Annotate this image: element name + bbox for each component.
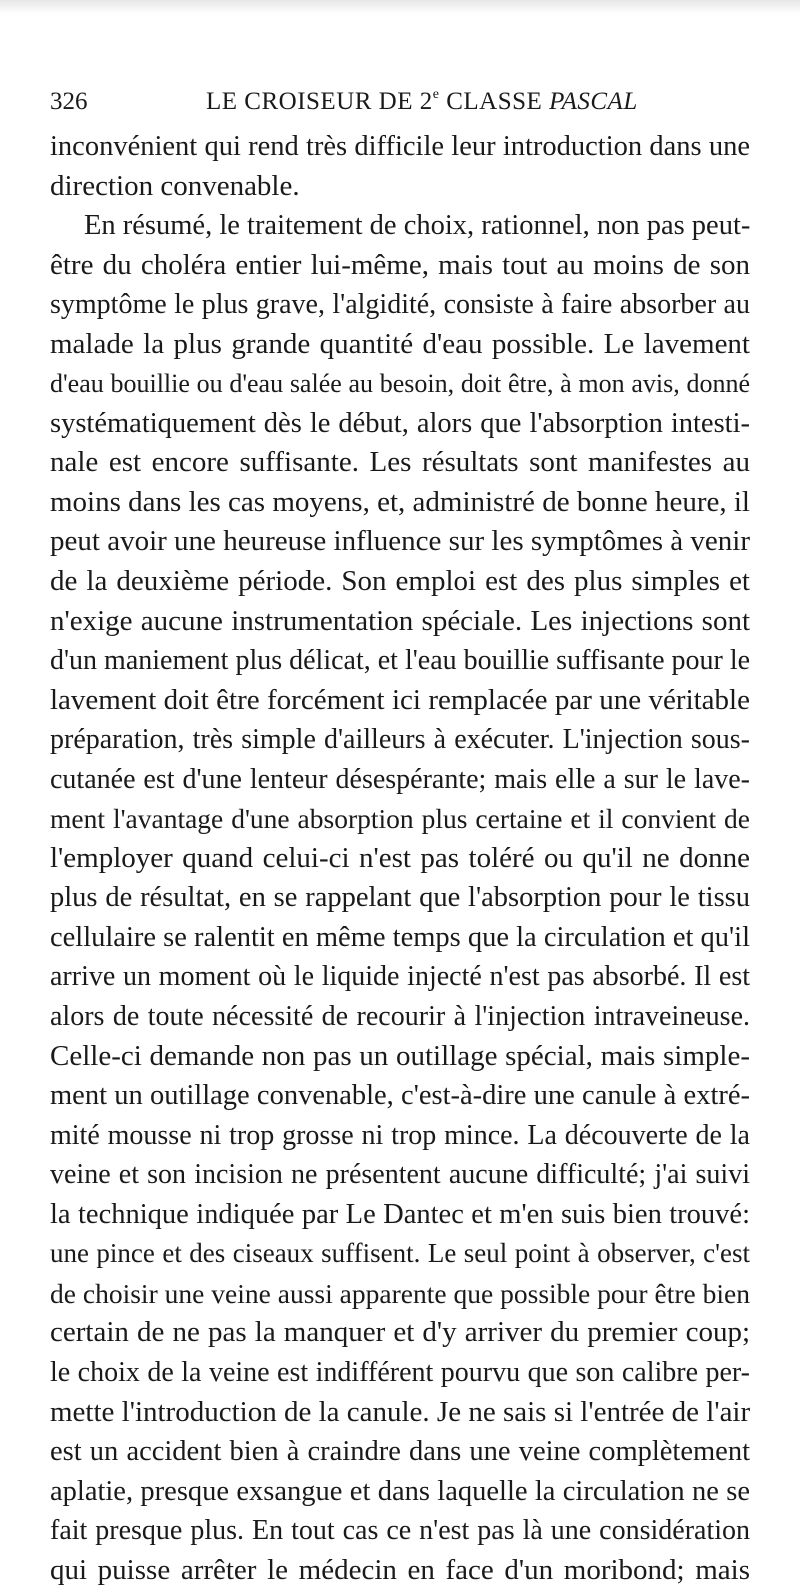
text-line: arrive un moment où le liquide injecté n'est pas absorbé. Il est: [50, 961, 750, 993]
text-line: malade la plus grande quantité d'eau possible. Le lavement: [50, 327, 750, 360]
text-line: ment l'avantage d'une absorption plus certaine et il convient de: [50, 803, 750, 835]
running-title-text: LE CROISEUR DE 2: [206, 88, 433, 115]
text-line: nale est encore suffisante. Les résultats sont manifestes au: [50, 446, 750, 479]
running-header: [50, 84, 750, 120]
text-line: mette l'introduction de la canule. Je ne sais si l'entrée de l'air: [50, 1395, 751, 1428]
text-line: direction convenable.: [50, 169, 300, 202]
text-line: le choix de la veine est indifférent pourvu que son calibre per-: [50, 1356, 750, 1388]
text-line: cellulaire se ralentit en même temps que la circulation et qu'il: [50, 921, 750, 953]
text-line: peut avoir une heureuse influence sur les symptômes à venir: [50, 525, 750, 558]
text-line: inconvénient qui rend très difficile leur introduction dans une: [50, 131, 750, 162]
text-line: préparation, très simple d'ailleurs à exécuter. L'injection sous-: [50, 724, 750, 756]
running-title: [206, 84, 638, 120]
text-line: de la deuxième période. Son emploi est des plus simples et: [50, 565, 750, 598]
running-title-ship-name: PASCAL: [549, 88, 638, 115]
running-title-superscript: e: [432, 87, 440, 102]
running-title-class: CLASSE: [439, 88, 550, 115]
text-line: aplatie, presque exsangue et dans laquelle la circulation ne se: [50, 1475, 750, 1507]
text-line: une pince et des ciseaux suffisent. Le seul point à observer, c'est: [50, 1238, 750, 1269]
text-line: fait presque plus. En tout cas ce n'est pas là une considération: [50, 1515, 750, 1547]
text-line: lavement doit être forcément ici remplacée par une véritable: [50, 683, 750, 716]
text-line: est un accident bien à craindre dans une veine complètement: [50, 1436, 750, 1468]
text-line: de choisir une veine aussi apparente que possible pour être bien: [50, 1277, 750, 1309]
text-line: cutanée est d'une lenteur désespérante; mais elle a sur le lave-: [50, 763, 750, 795]
text-line: mité mousse ni trop grosse ni trop mince. La découverte de la: [50, 1119, 750, 1151]
text-line: ment un outillage convenable, c'est-à-dire une canule à extré-: [50, 1080, 750, 1112]
text-line: certain de ne pas la manquer et d'y arriver du premier coup;: [50, 1316, 750, 1349]
text-line: En résumé, le traitement de choix, rationnel, non pas peut-: [84, 210, 751, 242]
text-line: veine et son incision ne présentent aucune difficulté; j'ai suivi: [50, 1159, 750, 1191]
text-line: qui puisse arrêter le médecin en face d'un moribond; mais: [50, 1553, 750, 1586]
page-number: 326: [50, 88, 88, 115]
body-text: [50, 127, 750, 1590]
text-line: d'eau bouillie ou d'eau salée au besoin, doit être, à mon avis, donné: [50, 369, 750, 399]
text-line: être du choléra entier lui-même, mais tout au moins de son: [50, 248, 750, 281]
text-line: symptôme le plus grave, l'algidité, consiste à faire absorber au: [50, 289, 750, 321]
text-line: systématiquement dès le début, alors que l'absorption intesti-: [50, 407, 750, 439]
text-line: alors de toute nécessité de recourir à l'injection intraveineuse.: [50, 1001, 750, 1033]
text-line: Celle-ci demande non pas un outillage spécial, mais simple-: [50, 1039, 750, 1072]
text-line: n'exige aucune instrumentation spéciale. Les injections sont: [50, 604, 750, 637]
text-line: d'un maniement plus délicat, et l'eau bouillie suffisante pour le: [50, 645, 751, 677]
text-line: l'employer quand celui-ci n'est pas toléré ou qu'il ne donne: [50, 841, 750, 874]
text-line: la technique indiquée par Le Dantec et m'en suis bien trouvé:: [50, 1198, 750, 1230]
text-line: plus de résultat, en se rappelant que l'absorption pour le tissu: [50, 882, 750, 914]
text-line: moins dans les cas moyens, et, administré de bonne heure, il: [50, 485, 750, 518]
page-top-edge: [0, 0, 800, 14]
